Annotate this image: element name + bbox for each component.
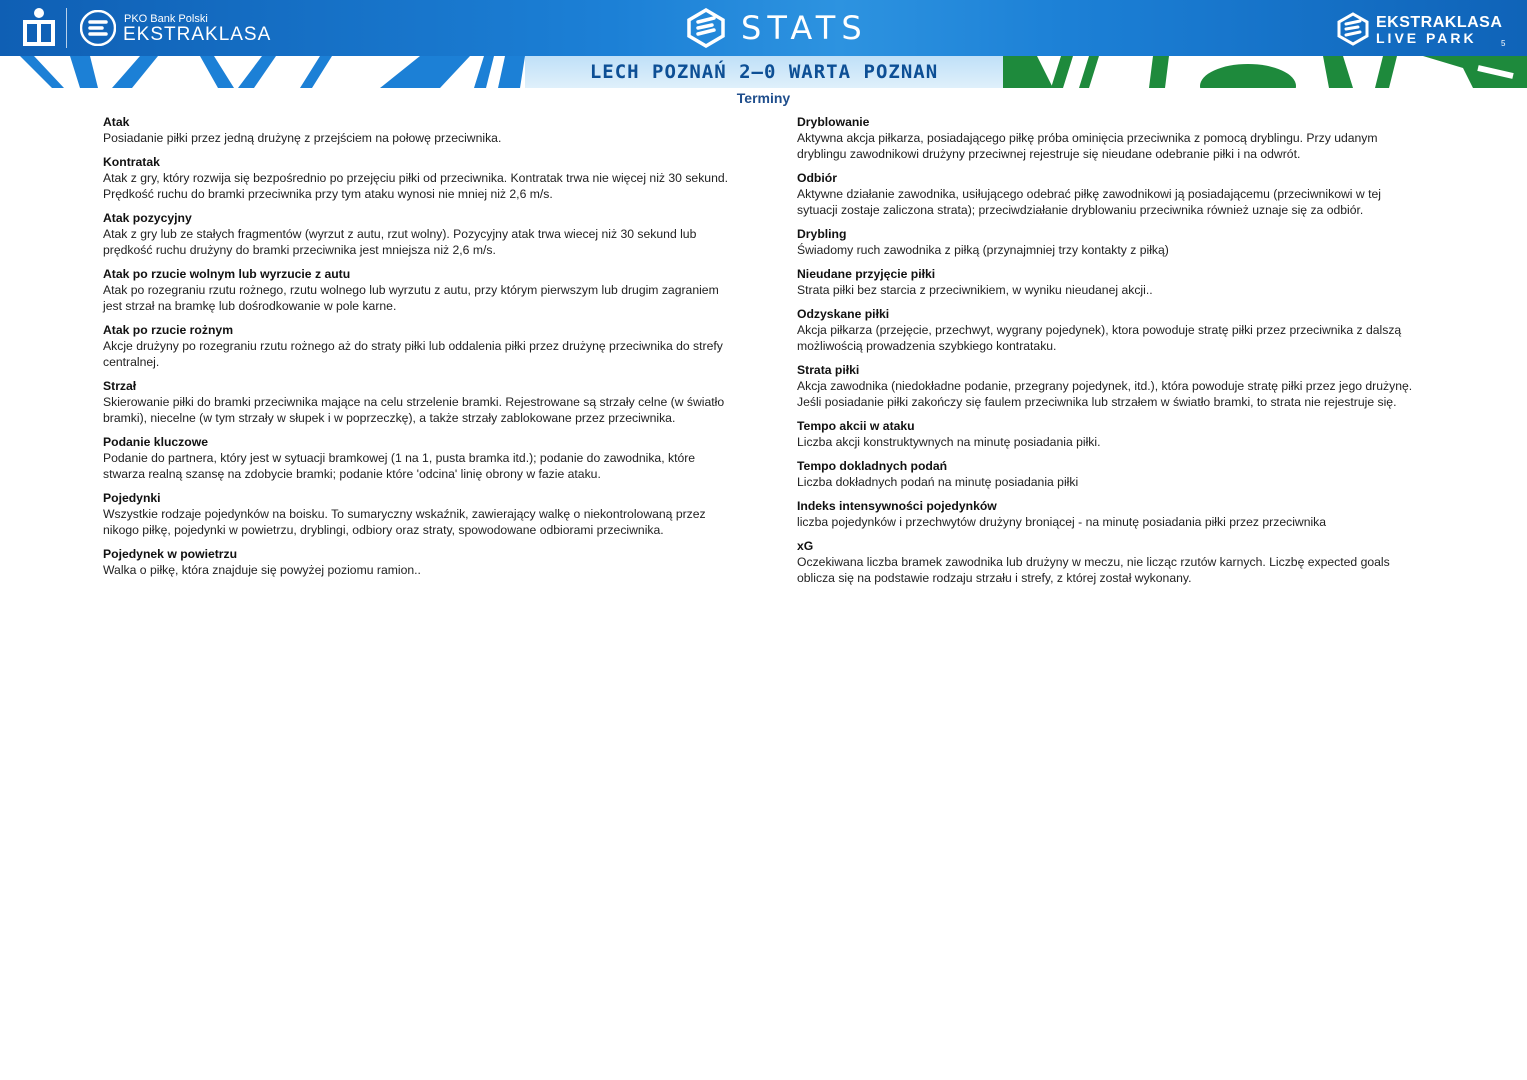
term-title: Pojedynki: [103, 491, 161, 505]
term-definition: Akcje drużyny po rozegraniu rzutu rożnego aż do straty piłki lub oddalenia piłki przez drużynę przeciwnika do strefy centralnej.: [103, 339, 723, 369]
term-pojedynek-w-powietrzu: [103, 546, 733, 578]
term-definition: Aktywna akcja piłkarza, posiadającego piłkę próba ominięcia przeciwnika z pomocą dryblingu. Przy udanym dryblingu zawodnikowi drużyny przeciwnej rejestruje się nieudane odebranie piłki i na odwrót.: [797, 131, 1378, 161]
term-title: Pojedynek w powietrzu: [103, 547, 238, 561]
term-definition: Oczekiwana liczba bramek zawodnika lub drużyny w meczu, nie licząc rzutów karnych. Liczbę expected goals oblicza się na podstawie rodzaju strzału i strefy, z której został wykonany.: [797, 555, 1390, 585]
term-title: Atak po rzucie wolnym lub wyrzucie z autu: [103, 267, 351, 281]
term-indeks-intensywnosci: [797, 498, 1422, 530]
term-title: Atak po rzucie rożnym: [103, 323, 234, 337]
terms-left-column: [103, 114, 733, 586]
term-tempo-akcji: [797, 418, 1422, 450]
term-title: xG: [797, 539, 814, 553]
term-definition: Walka o piłkę, która znajduje się powyżej poziomu ramion..: [103, 563, 421, 577]
term-definition: Świadomy ruch zawodnika z piłką (przynajmniej trzy kontakty z piłką): [797, 243, 1169, 257]
term-definition: Podanie do partnera, który jest w sytuacji bramkowej (1 na 1, pusta bramka itd.); podanie do zawodnika, które stwarza realną szansę na zdobycie bramki; podanie które 'odcina' linię obrony w fazie ataku.: [103, 451, 696, 481]
term-tempo-podan: [797, 458, 1422, 490]
term-drybling: [797, 226, 1422, 258]
stats-title: STATS: [741, 9, 868, 47]
term-title: Dryblowanie: [797, 115, 870, 129]
term-title: Indeks intensywności pojedynków: [797, 499, 997, 513]
lech-stripe-pattern: [0, 56, 525, 88]
pko-logo-icon: [22, 6, 56, 50]
term-definition: Akcja zawodnika (niedokładne podanie, przegrany pojedynek, itd.), która powoduje stratę piłki przez jego drużynę. Jeśli posiadanie piłki zakończy się faulem przeciwnika lub strzałem w światło bramki, to strata nie rejestruje się.: [797, 379, 1413, 409]
term-strata-pilki: [797, 362, 1422, 410]
term-xg: [797, 538, 1422, 586]
term-title: Podanie kluczowe: [103, 435, 208, 449]
warta-stripe-pattern: [1003, 56, 1527, 88]
pko-bank-label: PKO Bank Polski: [124, 13, 208, 25]
term-atak: [103, 114, 733, 146]
term-definition: Strata piłki bez starcia z przeciwnikiem, w wyniku nieudanej akcji..: [797, 283, 1153, 297]
term-title: Atak: [103, 115, 130, 129]
term-title: Strzał: [103, 379, 137, 393]
term-title: Atak pozycyjny: [103, 211, 192, 225]
term-title: Odbiór: [797, 171, 837, 185]
term-odbior: [797, 170, 1422, 218]
term-title: Strata piłki: [797, 363, 860, 377]
term-title: Tempo dokladnych podań: [797, 459, 948, 473]
term-podanie-kluczowe: [103, 434, 733, 482]
term-definition: Aktywne działanie zawodnika, usiłującego odebrać piłkę zawodnikowi ją posiadającemu (przeciwnikowi w tej sytuacji zostaje zaliczona strata); przeciwdziałanie dryblowaniu przeciwnika również uznaje się za odbiór.: [797, 187, 1381, 217]
term-definition: Liczba dokładnych podań na minutę posiadania piłki: [797, 475, 1079, 489]
term-definition: liczba pojedynków i przechwytów drużyny broniącej - na minutę posiadania piłki przez przeciwnika: [797, 515, 1327, 529]
term-nieudane-przyjecie: [797, 266, 1422, 298]
term-odzyskane-pilki: [797, 306, 1422, 354]
term-definition: Atak po rozegraniu rzutu rożnego, rzutu wolnego lub wyrzutu z autu, przy którym pierwszym lub drugim zagraniem jest strzał na bramkę lub dośrodkowanie w pole karne.: [103, 283, 719, 313]
term-atak-pozycyjny: [103, 210, 733, 258]
live-park-subtitle: LIVE PARK: [1376, 30, 1477, 46]
league-name: EKSTRAKLASA: [123, 24, 272, 45]
term-title: Tempo akcii w ataku: [797, 419, 915, 433]
term-kontratak: [103, 154, 733, 202]
term-definition: Wszystkie rodzaje pojedynków na boisku. To sumaryczny wskaźnik, zawierający walkę o niekontrolowaną przez nikogo piłkę, pojedynki w powietrzu, dryblingi, odbiory oraz straty, spowodowane odbiorami przeciwnika.: [103, 507, 706, 537]
term-definition: Atak z gry lub ze stałych fragmentów (wyrzut z autu, rzut wolny). Pozycyjny atak trwa wiecej niż 30 sekund lub prędkość ruchu drużyny do bramki przeciwnika jest mniejsza niż 2,6 m/s.: [103, 227, 697, 257]
match-title: LECH POZNAŃ 2–0 WARTA POZNAN: [589, 61, 939, 83]
term-title: Drybling: [797, 227, 847, 241]
term-strzal: [103, 378, 733, 426]
stats-shield-icon: [686, 8, 726, 48]
term-title: Nieudane przyjęcie piłki: [797, 267, 936, 281]
term-pojedynki: [103, 490, 733, 538]
term-title: Kontratak: [103, 155, 160, 169]
match-strip: [0, 56, 1527, 88]
header-banner: [0, 0, 1527, 56]
term-definition: Liczba akcji konstruktywnych na minutę posiadania piłki.: [797, 435, 1101, 449]
logo-divider: [66, 8, 67, 48]
term-atak-po-rzucie-wolnym: [103, 266, 733, 314]
term-definition: Skierowanie piłki do bramki przeciwnika mające na celu strzelenie bramki. Rejestrowane są strzały celne (w światło bramki), niecelne (w tym strzały w słupek i w poprzeczkę), a także strzały zablokowane przez przeciwnika.: [103, 395, 725, 425]
match-title-box: [525, 56, 1003, 88]
term-definition: Akcja piłkarza (przejęcie, przechwyt, wygrany pojedynek), ktora powoduje stratę piłki przez przeciwnika z dalszą możliwością prowadzenia szybkiego kontrataku.: [797, 323, 1402, 353]
section-title: Terminy: [736, 90, 791, 106]
terms-right-column: [797, 114, 1422, 594]
ekstraklasa-logo-icon: [80, 10, 116, 46]
term-dryblowanie: [797, 114, 1422, 162]
live-park-logo-icon: [1336, 12, 1370, 46]
term-title: Odzyskane piłki: [797, 307, 890, 321]
term-definition: Atak z gry, który rozwija się bezpośrednio po przejęciu piłki od przeciwnika. Kontratak trwa nie więcej niż 30 sekund. Prędkość ruchu do bramki przeciwnika przy tym ataku wynosi nie mniej niż 2,6 m/s.: [103, 171, 729, 201]
term-atak-po-rzucie-roznym: [103, 322, 733, 370]
page-number: 5: [1501, 39, 1506, 48]
live-park-title: EKSTRAKLASA: [1376, 14, 1503, 31]
term-definition: Posiadanie piłki przez jedną drużynę z przejściem na połowę przeciwnika.: [103, 131, 502, 145]
